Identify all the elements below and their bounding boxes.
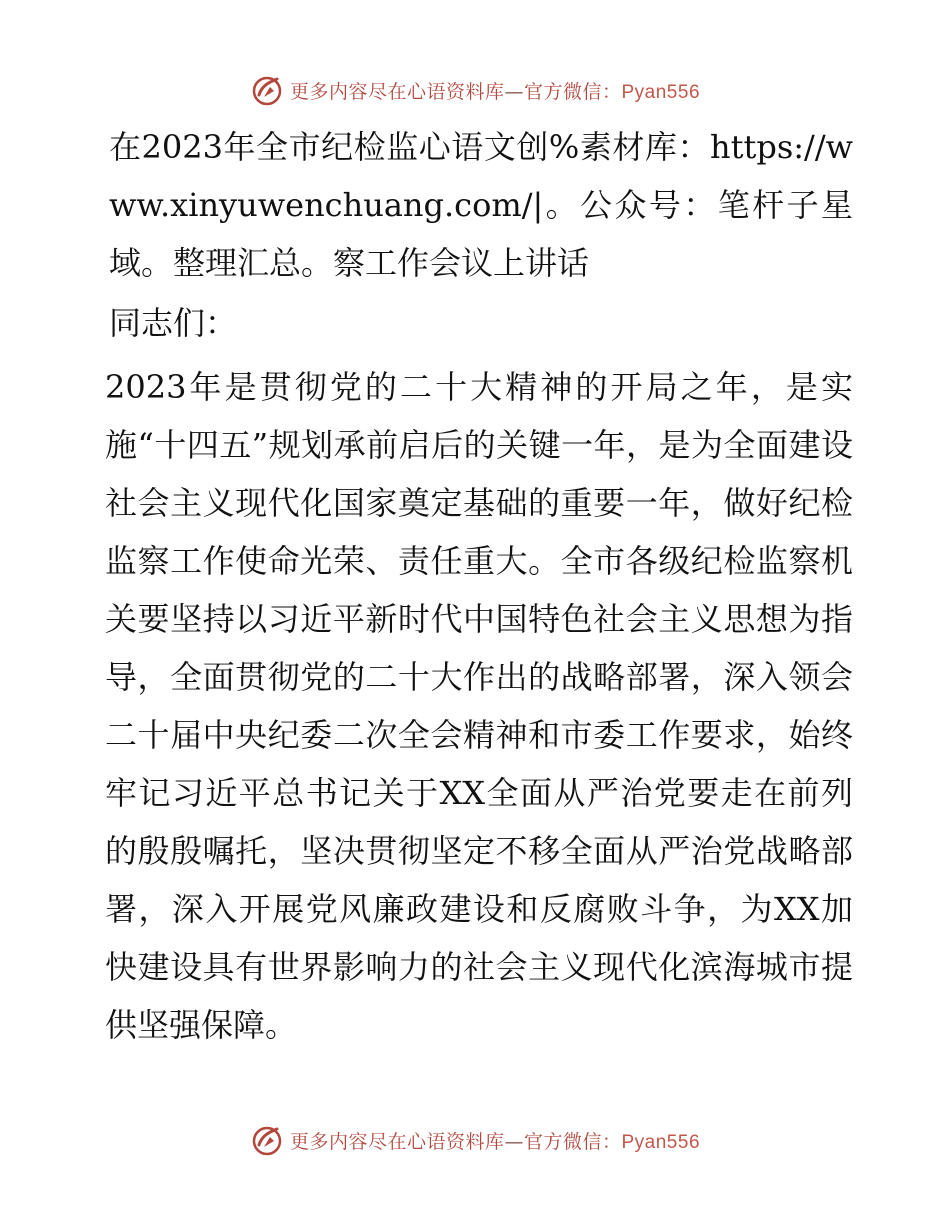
banner-text	[290, 1127, 700, 1154]
banner-wechat-id: Pyan556	[621, 1131, 701, 1153]
banner-wechat-label: 官方微信：	[523, 1130, 622, 1153]
logo-icon	[250, 73, 284, 107]
banner-separator: —	[504, 80, 524, 103]
header-banner	[0, 70, 950, 110]
footer-banner	[0, 1120, 950, 1160]
banner-wechat-id: Pyan556	[621, 81, 701, 103]
banner-wechat-label: 官方微信：	[523, 80, 622, 103]
banner-text	[290, 77, 700, 104]
logo-icon	[250, 1123, 284, 1157]
document-body	[97, 118, 853, 1054]
document-paragraph: 2023年是贯彻党的二十大精神的开局之年，是实施“十四五”规划承前启后的关键一年，是为全面建设社会主义现代化国家奠定基础的重要一年，做好纪检监察工作使命光荣、责任重大。全市各级纪检监察机关要坚持以习近平新时代中国特色社会主义思想为指导，全面贯彻党的二十大作出的战略部署，深入领会二十届中央纪委二次全会精神和市委工作要求，始终牢记习近平总书记关于XX全面从严治党要走在前列的殷殷嘱托，坚决贯彻坚定不移全面从严治党战略部署，深入开展党风廉政建设和反腐败斗争，为XX加快建设具有世界影响力的社会主义现代化滨海城市提供坚强保障。	[105, 368, 853, 1044]
document-intro: 在2023年全市纪检监心语文创%素材库：https://www.xinyuwenchuang.com/|。公众号：笔杆子星域。整理汇总。察工作会议上讲话	[109, 128, 853, 282]
banner-separator: —	[504, 1130, 524, 1153]
banner-slogan: 更多内容尽在心语资料库	[289, 1130, 505, 1153]
document-greeting: 同志们：	[109, 304, 238, 342]
banner-slogan: 更多内容尽在心语资料库	[289, 80, 505, 103]
